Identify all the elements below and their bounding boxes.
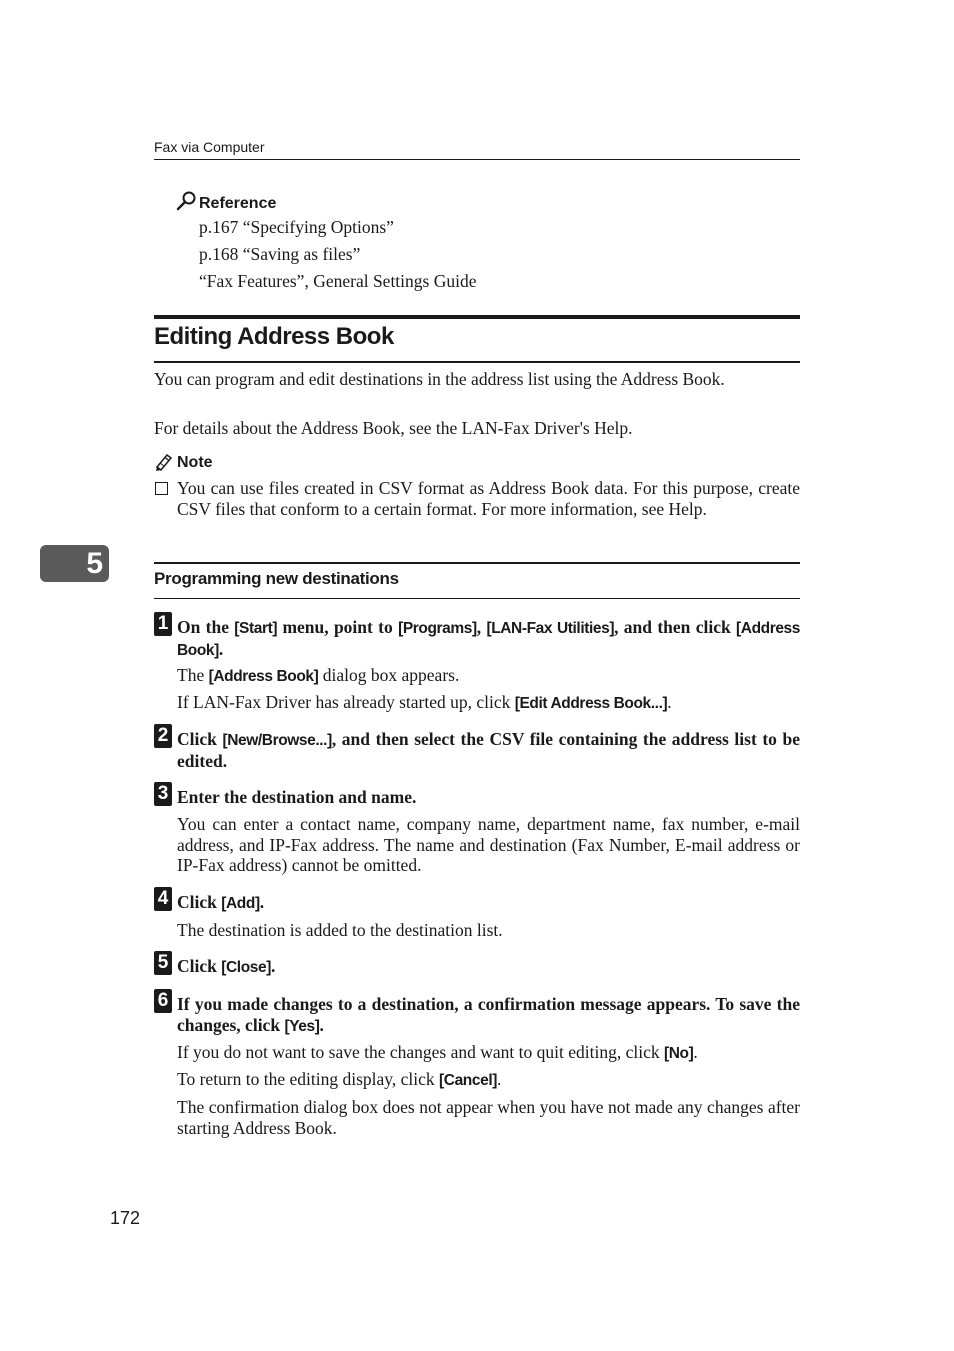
step-detail: The [Address Book] dialog box appears. bbox=[177, 665, 460, 685]
running-header: Fax via Computer bbox=[154, 139, 265, 155]
step-number-badge: 6 bbox=[154, 989, 172, 1013]
step-detail: You can enter a contact name, company name, department name, fax number, e-mail address, and IP-Fax address. The name and destination (Fax Number, E-mail address or IP-Fax address) cannot be omitted. bbox=[177, 814, 800, 875]
step-number-badge: 1 bbox=[154, 612, 172, 636]
note-item: You can use files created in CSV format as Address Book data. For this purpose, create CSV files that conform to a certain format. For more information, see Help. bbox=[177, 478, 800, 519]
magnifier-icon bbox=[176, 190, 198, 212]
reference-line: “Fax Features”, General Settings Guide bbox=[199, 271, 477, 291]
step-detail: If you do not want to save the changes and want to quit editing, click [No]. bbox=[177, 1042, 698, 1062]
subsection-title: Programming new destinations bbox=[154, 569, 399, 588]
step-number-badge: 3 bbox=[154, 782, 172, 806]
step-detail: To return to the editing display, click [Cancel]. bbox=[177, 1069, 502, 1089]
reference-line: p.168 “Saving as files” bbox=[199, 244, 361, 264]
section-bottom-rule bbox=[154, 361, 800, 363]
step-instruction: Enter the destination and name. bbox=[177, 787, 417, 807]
step-detail: If LAN-Fax Driver has already started up, click [Edit Address Book...]. bbox=[177, 692, 672, 712]
subsection-bottom-rule bbox=[154, 598, 800, 599]
note-title: Note bbox=[177, 454, 213, 471]
step-number-badge: 4 bbox=[154, 887, 172, 911]
reference-line: p.167 “Specifying Options” bbox=[199, 217, 394, 237]
section-title: Editing Address Book bbox=[154, 323, 394, 350]
step-instruction: Click [Close]. bbox=[177, 956, 276, 976]
pencil-icon bbox=[154, 452, 174, 472]
step-detail: The destination is added to the destination list. bbox=[177, 920, 503, 940]
step-number-badge: 5 bbox=[154, 951, 172, 975]
reference-title: Reference bbox=[199, 195, 277, 212]
subsection-top-rule bbox=[154, 562, 800, 564]
chapter-number: 5 bbox=[86, 547, 103, 580]
step-detail: The confirmation dialog box does not appear when you have not made any changes after starting Address Book. bbox=[177, 1097, 800, 1138]
intro-paragraph: You can program and edit destinations in the address list using the Address Book. bbox=[154, 369, 725, 389]
page-number: 172 bbox=[110, 1208, 141, 1228]
step-number-badge: 2 bbox=[154, 724, 172, 748]
step-instruction: Click [New/Browse...], and then select the CSV file containing the address list to be edited. bbox=[177, 729, 800, 771]
step-instruction: Click [Add]. bbox=[177, 892, 265, 912]
step-instruction: If you made changes to a destination, a confirmation message appears. To save the changes, click [Yes]. bbox=[177, 994, 800, 1035]
note-bullet-box bbox=[155, 482, 168, 495]
step-instruction: On the [Start] menu, point to [Programs], [LAN-Fax Utilities], and then click [Address Book]. bbox=[177, 617, 800, 659]
section-top-rule bbox=[154, 315, 800, 319]
intro-paragraph: For details about the Address Book, see the LAN-Fax Driver's Help. bbox=[154, 418, 633, 438]
header-rule bbox=[154, 159, 800, 160]
